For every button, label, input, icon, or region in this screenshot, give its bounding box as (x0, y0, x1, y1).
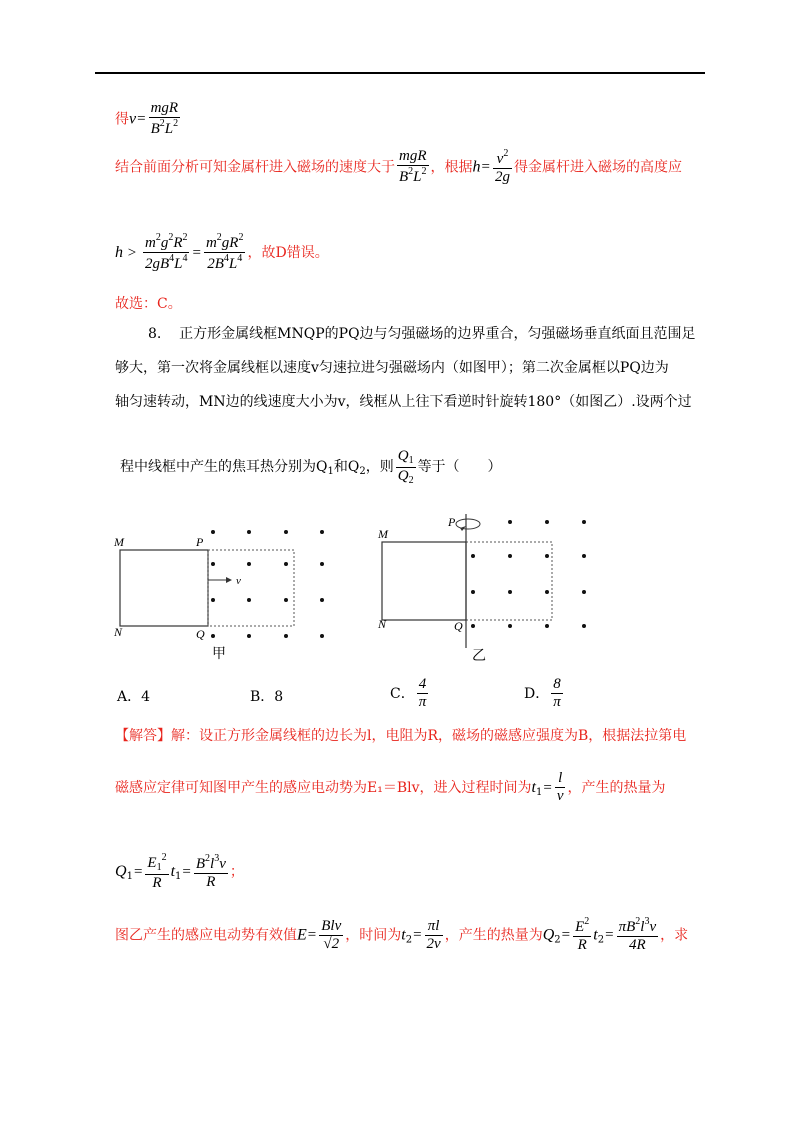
question-line-3: 轴匀速转动，MN边的线速度大小为v，线框从上往下看逆时针旋转180°（如图乙）.设两个过 (115, 394, 692, 410)
question-line-1: 8. 正方形金属线框MNQP的PQ边与匀强磁场的边界重合，匀强磁场垂直纸面且范围足 (148, 326, 696, 342)
question-number: 8. (148, 326, 162, 342)
question-line-2: 够大，第一次将金属线框以速度v匀速拉进匀强磁场内（如图甲）；第二次金属框以PQ边为 (115, 360, 669, 376)
label-Q-left: Q (196, 627, 205, 641)
solution-tag: 【解答】 (115, 728, 171, 744)
result-velocity-line: 得v= $\frac{\text{mgR}}{B^2L^2}$ (115, 100, 179, 138)
option-c[interactable]: C． $\frac{4}{\pi}$ (390, 676, 427, 711)
solution-line-4: 图乙产生的感应电动势有效值E= $\frac{\text{Blv}}{√2}$ ，时间为$t_2=$ $\frac{\pi l}{2v}$ ，产生的热量为$Q_2=$ $\frac{E^2}{R}$ $t_2=$ $\frac{\pi B^2l^3v}{4R}$ ，求 (115, 916, 689, 954)
rotation-arrow (456, 519, 480, 529)
answer-line: 故选：C。 (115, 296, 182, 312)
prefix-text: 得 (115, 111, 129, 128)
label-v: v (236, 575, 241, 587)
caption-jia: 甲 (212, 647, 226, 662)
solution-line-3: $Q_1=$ $\frac{E_1^2}{R}$ $t_1=$ $\frac{B^2l^3v}{R}$ ； (115, 852, 244, 891)
field-dots-left (211, 530, 324, 638)
header-rule (95, 72, 705, 74)
wire-frame-left (120, 550, 208, 626)
dashed-frame-left (208, 550, 294, 626)
solution-line-2: 磁感应定律可知图甲产生的感应电动势为E₁＝Blv，进入过程时间为$t_1=$ $\frac{l}{v}$ ，产生的热量为 (115, 770, 666, 805)
velocity-fraction-2: $\frac{\text{mgR}}{B^2L^2}$ (399, 148, 427, 186)
label-P-right: P (448, 515, 456, 529)
height-fraction: $\frac{v^2}{2g}$ (494, 148, 510, 186)
question-figures (110, 508, 600, 668)
solution-line-1: 【解答】解：设正方形金属线框的边长为l，电阻为R，磁场的磁感应强度为B，根据法拉第电 (115, 728, 687, 744)
label-Q-right: Q (454, 619, 463, 633)
caption-yi: 乙 (472, 649, 486, 664)
height-inequality-line: h > $\frac{m^2g^2R^2}{2gB^4L^4}$ = $\frac{m^2gR^2}{2B^4L^4}$ ，故D错误。 (115, 232, 329, 273)
figure-jia (113, 530, 324, 662)
option-b[interactable]: B．8 (250, 689, 284, 705)
label-M-right: M (378, 527, 388, 541)
velocity-fraction: $\frac{\text{mgR}}{B^2L^2}$ (150, 100, 179, 138)
label-P-left: P (196, 535, 204, 549)
option-d[interactable]: D． $\frac{8}{\pi}$ (524, 676, 561, 711)
label-N-right: N (378, 617, 387, 631)
figure-yi (377, 514, 586, 664)
analysis-line: 结合前面分析可知金属杆进入磁场的速度大于 $\frac{\text{mgR}}{B^2L^2}$ ，根据h= $\frac{v^2}{2g}$ 得金属杆进入磁场的高度应 (115, 148, 682, 186)
q-ratio-fraction: $\frac{Q_1}{Q_2}$ (397, 448, 414, 486)
field-dots-right (471, 520, 586, 628)
option-a[interactable]: A．4 (117, 689, 151, 705)
question-line-4: 程中线框中产生的焦耳热分别为$Q_1$和$Q_2$，则 $\frac{Q_1}{Q_2}$ 等于（ ） (120, 448, 502, 486)
label-M-left: M (114, 535, 124, 549)
label-N-left: N (114, 625, 123, 639)
dashed-frame-right (466, 542, 552, 620)
wire-frame-right (382, 542, 466, 620)
